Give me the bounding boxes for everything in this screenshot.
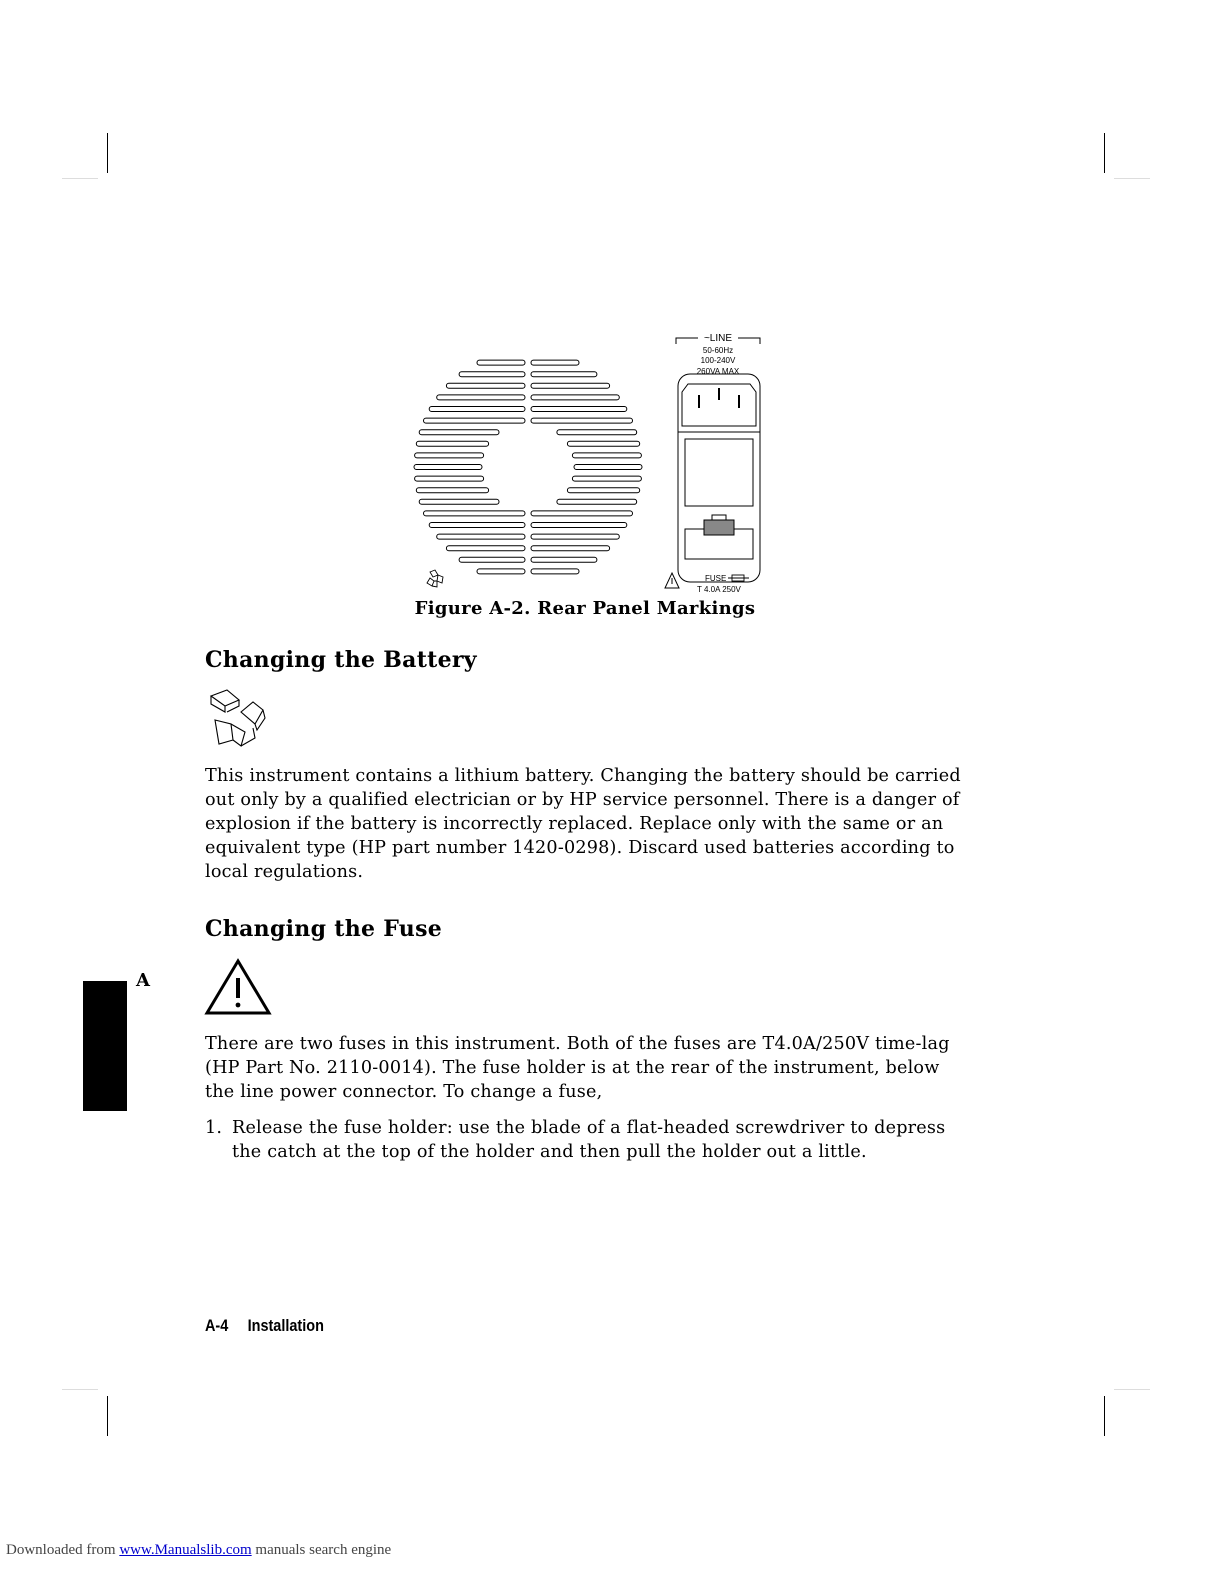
vent-slot: [531, 418, 633, 423]
vent-slot: [415, 476, 484, 481]
vent-slot: [416, 441, 488, 446]
section-heading-battery: Changing the Battery: [205, 647, 477, 673]
vent-slot: [424, 418, 526, 423]
crop-mark: [107, 1396, 108, 1436]
section-heading-fuse: Changing the Fuse: [205, 916, 443, 942]
vent-slot: [429, 523, 525, 528]
manualslib-link[interactable]: www.Manualslib.com: [119, 1542, 252, 1558]
vent-slot: [419, 499, 499, 504]
vent-slot: [531, 407, 627, 412]
fuse-steps-list: [205, 1116, 965, 1164]
panel-power-rating: 260VA MAX: [696, 367, 740, 376]
vent-slot: [437, 395, 525, 400]
download-suffix: manuals search engine: [255, 1542, 392, 1558]
crop-guide: [62, 178, 98, 179]
vent-slot: [557, 499, 637, 504]
crop-guide: [1114, 1389, 1150, 1390]
download-prefix: Downloaded from: [6, 1542, 116, 1558]
rear-panel-illustration: [405, 328, 765, 600]
crop-mark: [107, 133, 108, 173]
vent-slot: [531, 372, 597, 377]
vent-slot: [446, 383, 525, 388]
vent-slot: [531, 523, 627, 528]
vent-slot: [531, 557, 597, 562]
vent-slot: [531, 360, 579, 365]
panel-line-label: ~LINE: [703, 333, 733, 344]
vent-slot: [531, 383, 610, 388]
vent-slot: [572, 476, 641, 481]
vent-slot: [459, 372, 525, 377]
step-number: 1.: [205, 1118, 223, 1138]
rear-panel-figure: [405, 328, 765, 604]
appendix-tab-letter: A: [136, 970, 150, 991]
vent-slot: [477, 569, 525, 574]
page-footer: [205, 1316, 324, 1336]
vent-slot: [419, 430, 499, 435]
crop-mark: [1104, 1396, 1105, 1436]
fan-vent-slots: [414, 360, 642, 574]
page-number: A-4: [205, 1316, 229, 1335]
fuse-label: FUSE: [705, 574, 727, 583]
vent-slot: [446, 546, 525, 551]
step-text: Release the fuse holder: use the blade of a flat-headed screwdriver to depress the catch at the top of the holder and then pull the holder out a little.: [232, 1118, 946, 1162]
panel-voltage: 100-240V: [700, 356, 736, 365]
vent-slot: [531, 546, 610, 551]
warning-triangle-icon: [665, 573, 679, 588]
vent-slot: [429, 407, 525, 412]
footer-section-title: Installation: [247, 1316, 324, 1335]
vent-slot: [477, 360, 525, 365]
vent-slot: [567, 441, 639, 446]
crop-guide: [1114, 178, 1150, 179]
list-item: [205, 1116, 965, 1164]
battery-paragraph: This instrument contains a lithium battery. Changing the battery should be carried out only by a qualified electrician or by HP service personnel. There is a danger of explosion if the battery is incorrectly replaced. Replace only with the same or an equivalent type (HP part number 1420-0298). Discard used batteries according to local regulations.: [205, 766, 961, 882]
vent-slot: [415, 453, 484, 458]
figure-caption: Figure A-2. Rear Panel Markings: [414, 598, 756, 619]
appendix-side-tab: [83, 981, 127, 1111]
vent-slot: [437, 534, 525, 539]
vent-slot: [574, 465, 642, 470]
fuse-paragraph: There are two fuses in this instrument. Both of the fuses are T4.0A/250V time-lag (HP Part No. 2110-0014). The fuse holder is at the rear of the instrument, below the line power connector. To change a fuse,: [205, 1034, 950, 1102]
vent-slot: [531, 511, 633, 516]
caution-warning-icon: [204, 958, 272, 1016]
vent-slot: [424, 511, 526, 516]
vent-slot: [531, 395, 619, 400]
download-note: [6, 1542, 391, 1559]
vent-slot: [572, 453, 641, 458]
panel-frequency: 50-60Hz: [702, 346, 734, 355]
fuse-symbol-icon: [728, 575, 749, 581]
crop-mark: [1104, 133, 1105, 173]
crop-guide: [62, 1389, 98, 1390]
vent-slot: [557, 430, 637, 435]
vent-slot: [416, 488, 488, 493]
vent-slot: [531, 569, 579, 574]
fuse-rating: T 4.0A 250V: [697, 585, 741, 594]
vent-slot: [531, 534, 619, 539]
vent-slot: [459, 557, 525, 562]
battery-recycle-icon: [205, 688, 269, 750]
vent-slot: [567, 488, 639, 493]
recycle-icon: [427, 570, 443, 587]
vent-slot: [414, 465, 482, 470]
